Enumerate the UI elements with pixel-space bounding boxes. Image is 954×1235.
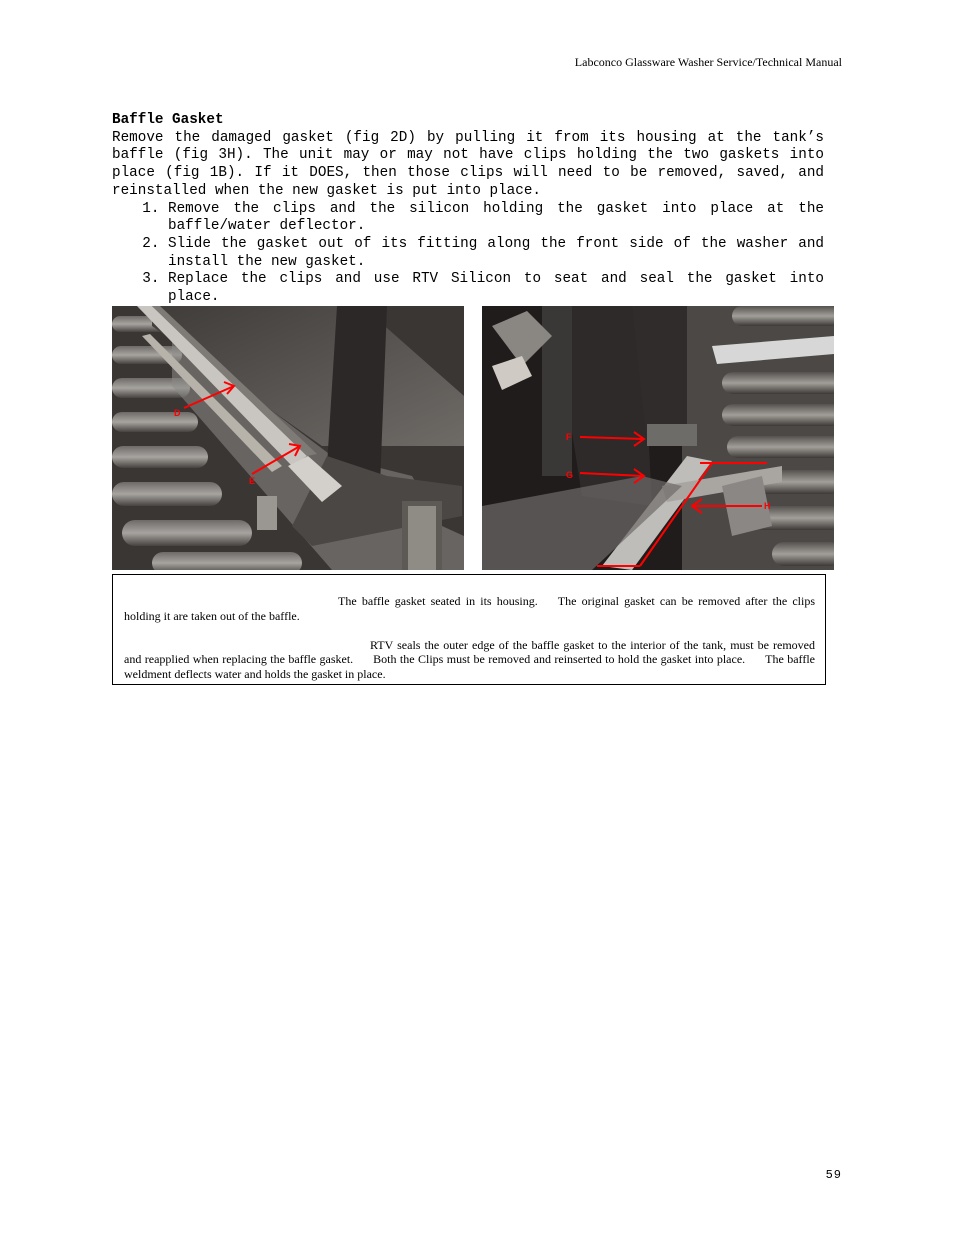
step-item: 3. Replace the clips and use RTV Silicon to seat and seal the gasket into place. (168, 271, 824, 306)
caption-paragraph (124, 594, 815, 623)
intro-paragraph: Remove the damaged gasket (fig 2D) by pulling it from its housing at the tank’s baffle (fig 3H). The unit may or may not have clips holding the two gaskets into place (fig 1B). If it DOES, then those clips will need to be removed, saved, and reinstalled when the new gasket is put into place. (112, 129, 824, 199)
baffle-gasket-section (112, 112, 824, 307)
step-item: 2. Slide the gasket out of its fitting along the front side of the washer and install the new gasket. (168, 236, 824, 271)
section-title: Baffle Gasket (112, 112, 224, 128)
running-header: Labconco Glassware Washer Service/Technical Manual (574, 55, 842, 69)
steps-list (112, 201, 824, 307)
caption-gasket-removal: The original gasket can be removed after the clips holding it are taken out of the baffle. (124, 594, 815, 623)
marker-label-g: G (566, 470, 574, 480)
marker-label-f: F (566, 432, 572, 442)
marker-label-e: E (249, 476, 256, 486)
caption-rtv-seal: RTV seals the outer edge of the baffle gasket to the interior of the tank, must be removed and reapplied when replacing the baffle gasket. (124, 637, 815, 666)
caption-baffle-weldment: The baffle weldment deflects water and holds the gasket in place. (124, 652, 815, 681)
photo-baffle-weldment (482, 306, 834, 570)
photo-baffle-gasket-housing (112, 306, 464, 570)
marker-label-h: H (764, 501, 771, 511)
page-number: 59 (825, 1168, 842, 1182)
caption-paragraph (124, 638, 815, 682)
marker-label-d: D (174, 408, 181, 418)
figure-caption-box (112, 574, 826, 685)
caption-clips: Both the Clips must be removed and reinserted to hold the gasket into place. (373, 652, 746, 666)
caption-gasket-seated: The baffle gasket seated in its housing. (338, 594, 538, 608)
step-item: 1. Remove the clips and the silicon holding the gasket into place at the baffle/water deflector. (168, 201, 824, 236)
